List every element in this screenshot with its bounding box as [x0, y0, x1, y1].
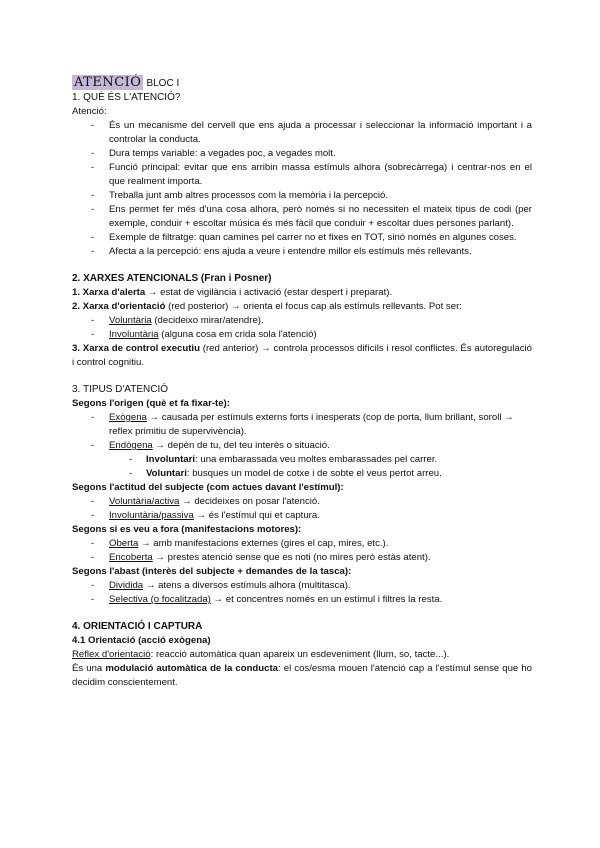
- section-4-heading: 4. ORIENTACIÓ I CAPTURA: [72, 621, 203, 632]
- section-4-subheading: 4.1 Orientació (acció exògena): [72, 635, 211, 646]
- list-item: - Endògena → depèn de tu, del teu interès o situació.: [72, 439, 532, 453]
- orientacio-list: [72, 314, 532, 342]
- document-title: [72, 74, 532, 91]
- section-1-list: [72, 119, 532, 259]
- orientacio-line: 2. Xarxa d'orientació (red posterior) → orienta el focus cap als estímuls rellevants. Pot ser:: [72, 301, 462, 312]
- document-page: [72, 74, 532, 690]
- list-item: - Afecta a la percepció: ens ajuda a veure i entendre millor els estímuls més rellevants.: [72, 245, 532, 259]
- origen-list: [72, 411, 532, 453]
- list-item: - Involuntària (alguna cosa em crida sola l'atenció): [72, 328, 532, 342]
- topic-highlight: ATENCIÓ: [74, 75, 142, 90]
- abast-list: [72, 579, 532, 607]
- endogena-sublist: [72, 453, 532, 481]
- list-item: - Involuntari: una embarassada veu moltes embarassades pel carrer.: [72, 453, 532, 467]
- section-2-heading: 2. XARXES ATENCIONALS (Fran i Posner): [72, 273, 272, 284]
- list-item: - Oberta → amb manifestacions externes (gires el cap, mires, etc.).: [72, 537, 532, 551]
- abast-label: Segons l'abast (interès del subjecte + demandes de la tasca):: [72, 566, 352, 577]
- executiu-line: 3. Xarxa de control executiu (red anterior) → controla processos difícils i resol conflictes. És autoregulació i control cognitiu.: [72, 343, 533, 368]
- origen-label: Segons l'origen (què et fa fixar-te):: [72, 398, 230, 409]
- section-1-label: Atenció:: [72, 106, 107, 117]
- modulacio-line: És una modulació automàtica de la conducta: el cos/esma mouen l'atenció cap a l'estímul sense que ho decidim conscientement.: [72, 663, 532, 688]
- section-3-heading: 3. TIPUS D'ATENCIÓ: [72, 384, 169, 395]
- list-item: - Selectiva (o focalitzada) → et concentres només en un estímul i filtres la resta.: [72, 593, 532, 607]
- list-item: - Ens permet fer més d'una cosa alhora, però només si no necessiten el mateix tipus de codi (per exemple, conduir + escoltar música és més fàcil que conduir + escoltar dues persones parlant).: [72, 203, 532, 231]
- fora-list: [72, 537, 532, 565]
- list-item: - Exemple de filtratge: quan camines pel carrer no et fixes en TOT, sinó només en algunes coses.: [72, 231, 532, 245]
- fora-label: Segons si es veu a fora (manifestacions motores):: [72, 524, 302, 535]
- alerta-line: 1. Xarxa d'alerta → estat de vigilància i activació (estar despert i preparat).: [72, 287, 393, 298]
- bloc-label: BLOC I: [146, 78, 180, 89]
- list-item: - Treballa junt amb altres processos com la memòria i la percepció.: [72, 189, 532, 203]
- reflex-line: Reflex d'orientació: reacció automàtica quan apareix un esdeveniment (llum, so, tacte...).: [72, 649, 450, 660]
- list-item: - Involuntària/passiva → és l'estímul qui et captura.: [72, 509, 532, 523]
- list-item: - Encoberta → prestes atenció sense que es noti (no mires però estàs atent).: [72, 551, 532, 565]
- section-1-heading: 1. QUÈ ÉS L'ATENCIÓ?: [72, 92, 181, 103]
- actitud-label: Segons l'actitud del subjecte (com actues davant l'estímul):: [72, 482, 344, 493]
- list-item: - Voluntària (decideixo mirar/atendre).: [72, 314, 532, 328]
- list-item: - Dividida → atens a diversos estímuls alhora (multitasca).: [72, 579, 532, 593]
- list-item: - Funció principal: evitar que ens arribin massa estímuls alhora (sobrecàrrega) i centrar-nos en el que realment importa.: [72, 161, 532, 189]
- list-item: - Exògena → causada per estímuls externs forts i inesperats (cop de porta, llum brillant, soroll → reflex primitiu de supervivència).: [72, 411, 532, 439]
- actitud-list: [72, 495, 532, 523]
- list-item: - És un mecanisme del cervell que ens ajuda a processar i seleccionar la informació important i a controlar la conducta.: [72, 119, 532, 147]
- list-item: - Voluntari: busques un model de cotxe i de sobte el veus pertot arreu.: [72, 467, 532, 481]
- list-item: - Dura temps variable: a vegades poc, a vegades molt.: [72, 147, 532, 161]
- list-item: - Voluntària/activa → decideixes on posar l'atenció.: [72, 495, 532, 509]
